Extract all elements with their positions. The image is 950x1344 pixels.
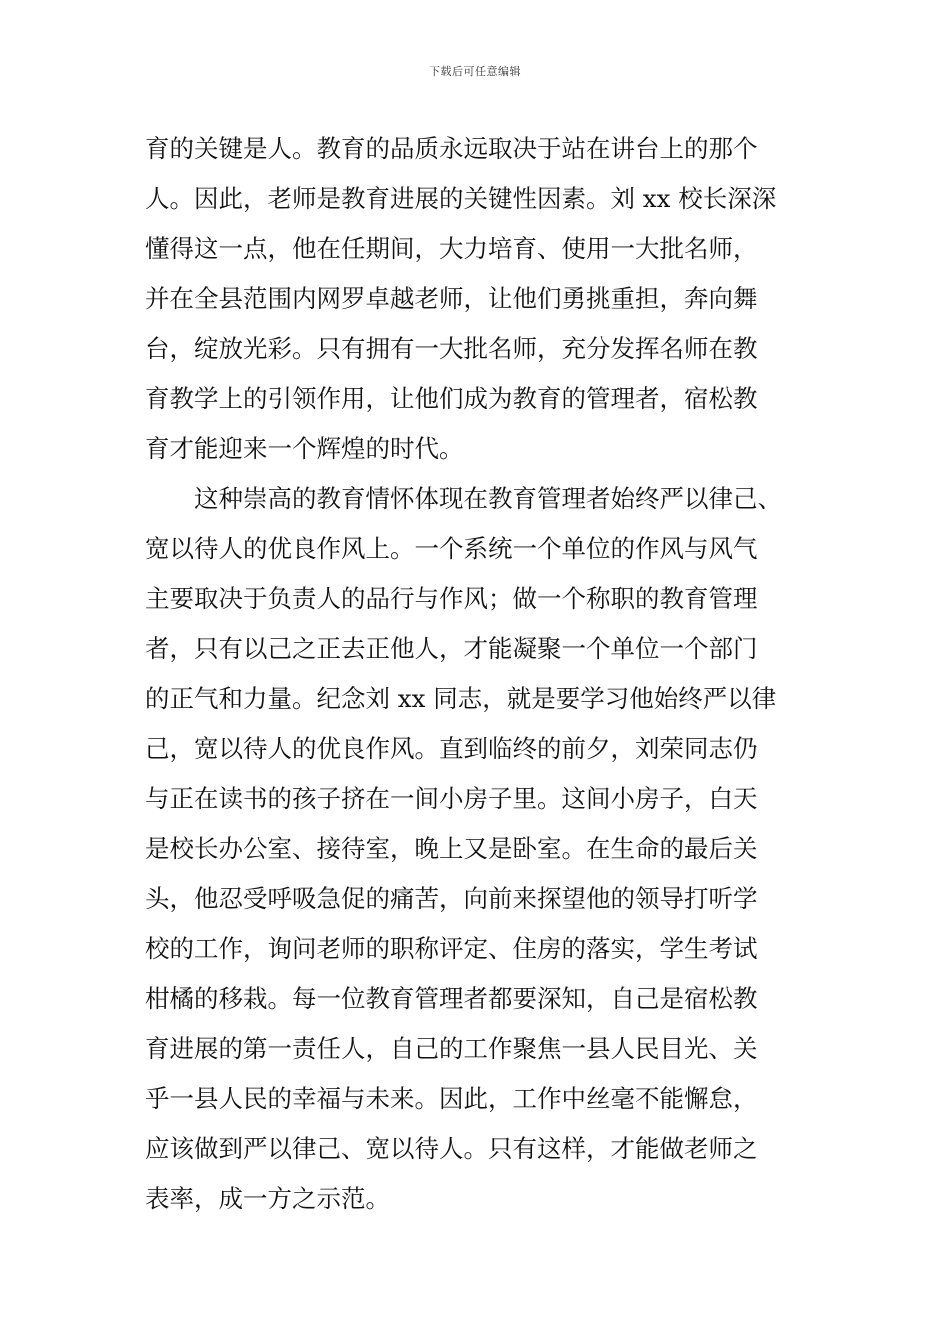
- page-header: 下载后可任意编辑: [429, 65, 521, 78]
- text-line: 育的关键是人。教育的品质永远取决于站在讲台上的那个: [145, 134, 758, 163]
- text-line: 柑橘的移栽。每一位教育管理者都要深知，自己是宿松教: [145, 984, 758, 1013]
- text-line: 乎一县人民的幸福与未来。因此，工作中丝毫不能懈怠，: [145, 1084, 758, 1113]
- text-line: 人。因此，老师是教育进展的关键性因素。刘 xx 校长深深: [145, 184, 777, 213]
- text-line: 主要取决于负责人的品行与作风；做一个称职的教育管理: [145, 584, 758, 613]
- text-line: 宽以待人的优良作风上。一个系统一个单位的作风与风气: [145, 534, 758, 563]
- text-line: 校的工作，询问老师的职称评定、住房的落实，学生考试: [145, 934, 758, 963]
- text-line: 育教学上的引领作用，让他们成为教育的管理者，宿松教: [145, 384, 758, 413]
- text-line: 应该做到严以律己、宽以待人。只有这样，才能做老师之: [145, 1134, 758, 1163]
- document-body: [145, 124, 815, 1224]
- text-line: 者，只有以己之正去正他人，才能凝聚一个单位一个部门: [145, 634, 758, 663]
- text-line: 表率，成一方之示范。: [145, 1184, 390, 1213]
- text-line: 台，绽放光彩。只有拥有一大批名师，充分发挥名师在教: [145, 334, 758, 363]
- text-line: 是校长办公室、接待室，晚上又是卧室。在生命的最后关: [145, 834, 758, 863]
- text-line: 懂得这一点，他在任期间，大力培育、使用一大批名师，: [145, 234, 758, 263]
- text-line: 育进展的第一责任人，自己的工作聚焦一县人民目光、关: [145, 1034, 758, 1063]
- text-line: 与正在读书的孩子挤在一间小房子里。这间小房子，白天: [145, 784, 758, 813]
- text-line: 育才能迎来一个辉煌的时代。: [145, 434, 464, 463]
- text-line: 头，他忍受呼吸急促的痛苦，向前来探望他的领导打听学: [145, 884, 758, 913]
- text-line: 的正气和力量。纪念刘 xx 同志，就是要学习他始终严以律: [145, 684, 777, 713]
- text-line: 并在全县范围内网罗卓越老师，让他们勇挑重担，奔向舞: [145, 284, 758, 313]
- text-line: 这种崇高的教育情怀体现在教育管理者始终严以律己、: [145, 484, 782, 513]
- text-line: 己，宽以待人的优良作风。直到临终的前夕，刘荣同志仍: [145, 734, 758, 763]
